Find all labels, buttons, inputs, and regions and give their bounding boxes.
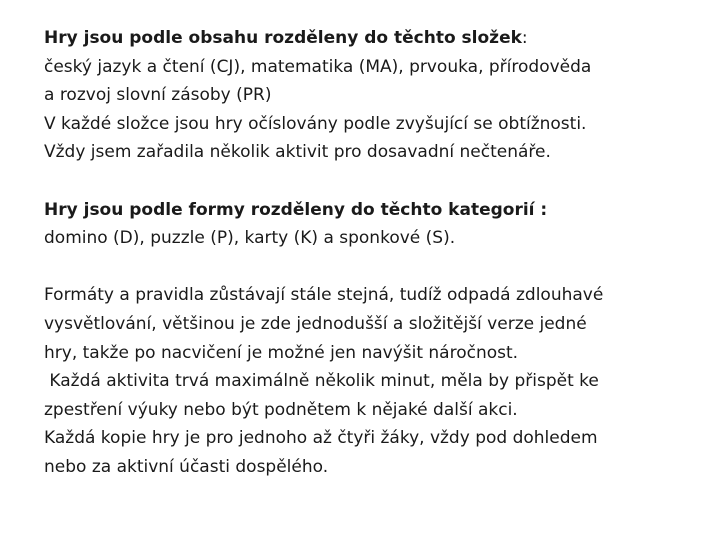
text-line: Formáty a pravidla zůstávají stále stejná, tudíž odpadá zdlouhavé	[44, 285, 604, 306]
paragraph-gap	[44, 253, 704, 282]
text-line: a rozvoj slovní zásoby (PR)	[44, 85, 272, 106]
text-line: Každá aktivita trvá maximálně několik minut, měla by přispět ke	[44, 371, 599, 392]
text-line: hry, takže po nacvičení je možné jen navýšit náročnost.	[44, 342, 519, 363]
text-line: Každá kopie hry je pro jednoho až čtyři žáky, vždy pod dohledem	[44, 428, 598, 449]
text-body	[44, 24, 704, 482]
content-heading-colon: :	[521, 28, 528, 48]
text-line: vysvětlování, většinou je zde jednodušší a složitější verze jedné	[44, 313, 587, 334]
form-heading: Hry jsou podle formy rozděleny do těchto kategorií :	[44, 199, 548, 220]
text-line: domino (D), puzzle (P), karty (K) a sponkové (S).	[44, 228, 456, 249]
text-line: nebo za aktivní účasti dospělého.	[44, 456, 329, 477]
paragraph-gap	[44, 167, 704, 196]
text-line: zpestření výuky nebo být podnětem k nějaké další akci.	[44, 399, 518, 420]
text-line: Vždy jsem zařadila několik aktivit pro dosavadní nečtenáře.	[44, 142, 551, 163]
text-line: V každé složce jsou hry očíslovány podle zvyšující se obtížnosti.	[44, 113, 587, 134]
text-line: český jazyk a čtení (CJ), matematika (MA), prvouka, přírodověda	[44, 56, 592, 77]
content-heading-text: Hry jsou podle obsahu rozděleny do těchto složek	[44, 28, 522, 48]
content-heading	[44, 24, 704, 53]
